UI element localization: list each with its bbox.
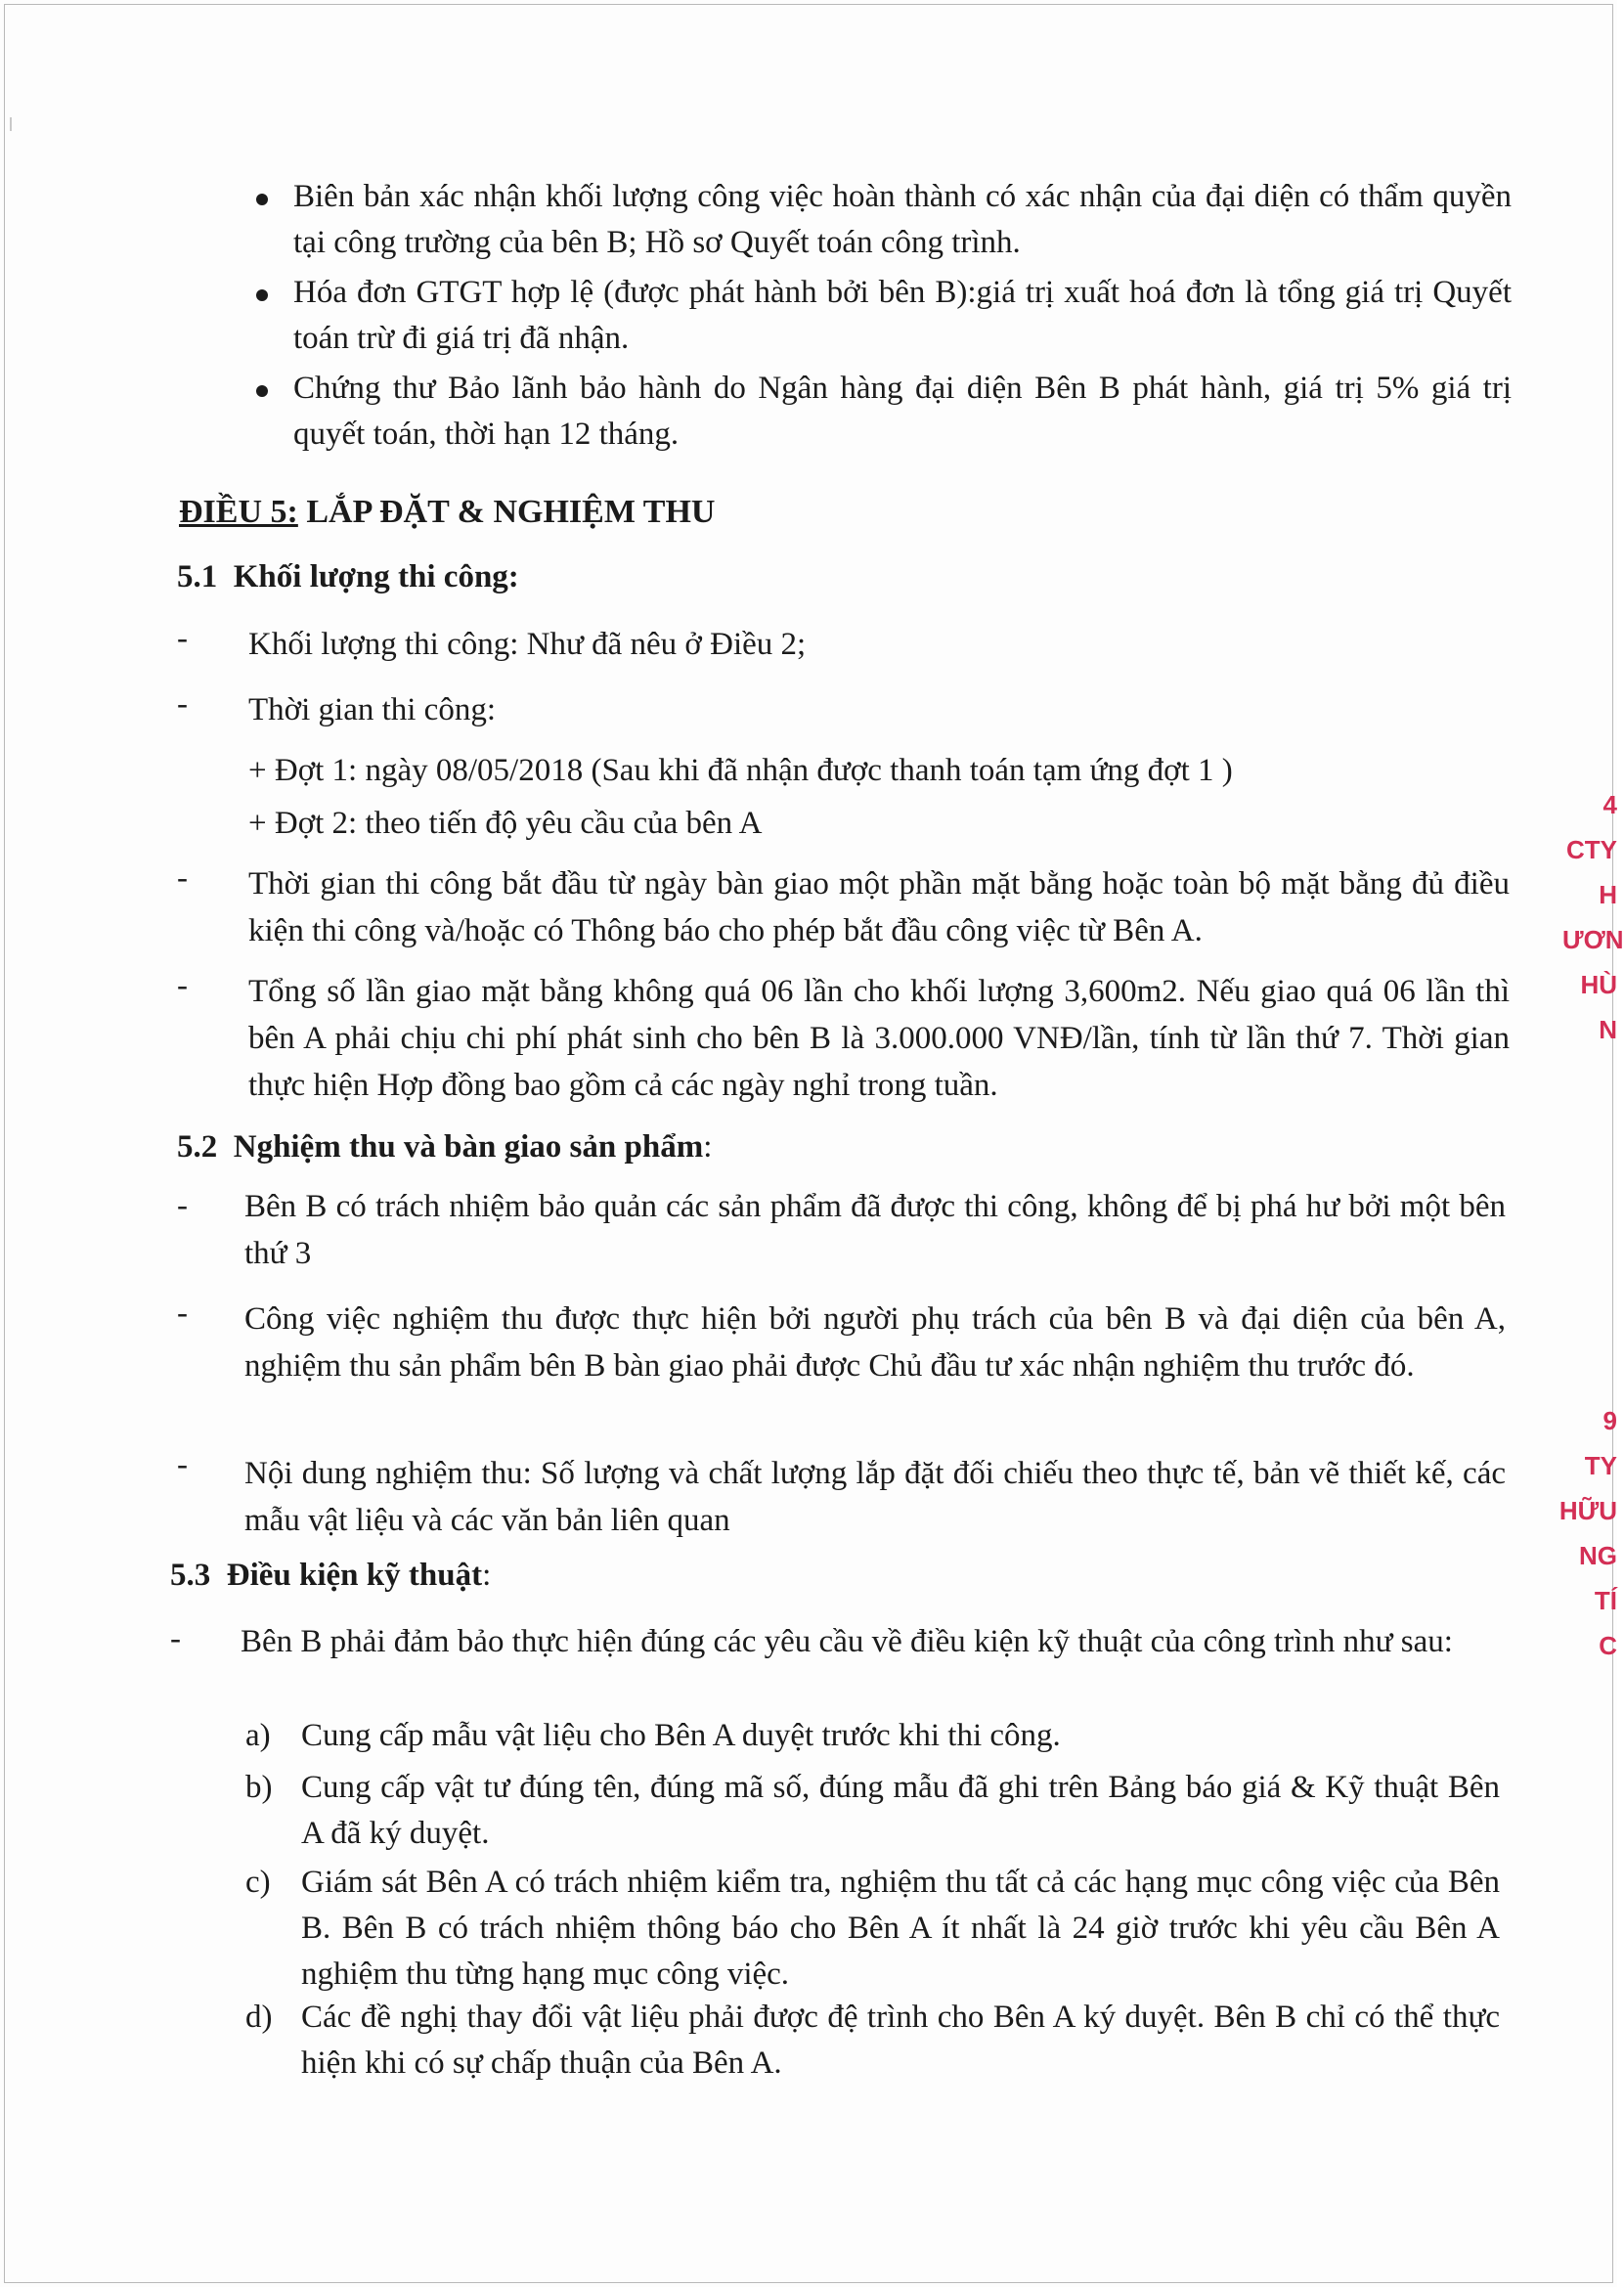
seal-text: TY — [1584, 1451, 1617, 1480]
company-seal-fragment-top — [1562, 782, 1624, 1052]
section-number: 5.3 — [170, 1558, 211, 1593]
dash-marker: - — [170, 1621, 181, 1656]
list-item: Công việc nghiệm thu được thực hiện bởi người phụ trách của bên B và đại diện của bên A, nghiệm thu sản phẩm bên B bàn giao phải được Chủ đầu tư xác nhận nghiệm thu trước đó. — [244, 1301, 1506, 1384]
bullet-text: Chứng thư Bảo lãnh bảo hành do Ngân hàng đại diện Bên B phát hành, giá trị 5% giá trị quyết toán, thời hạn 12 tháng. — [293, 371, 1512, 452]
list-item: Khối lượng thi công: Như đã nêu ở Điều 2; — [248, 627, 807, 662]
dash-marker: - — [177, 968, 188, 1003]
section-number: 5.1 — [177, 559, 218, 594]
section-colon: : — [703, 1129, 713, 1165]
phase-line: + Đợt 1: ngày 08/05/2018 (Sau khi đã nhận được thanh toán tạm ứng đợt 1 ) — [248, 753, 1233, 788]
dash-marker: - — [177, 1296, 188, 1331]
item-label: b) — [245, 1770, 273, 1805]
company-seal-fragment-bottom — [1558, 1398, 1617, 1668]
seal-text: N — [1599, 1015, 1617, 1044]
dash-marker: - — [177, 1447, 188, 1482]
section-title: Khối lượng thi công: — [233, 559, 519, 594]
dash-marker: - — [177, 686, 188, 722]
seal-text: CTY — [1566, 835, 1617, 864]
section-5-3-heading — [170, 1553, 491, 1599]
bullet-icon — [256, 385, 268, 397]
seal-text: H — [1599, 880, 1617, 909]
bullet-item — [293, 270, 1512, 362]
article-heading — [179, 494, 715, 531]
section-title: Điều kiện kỹ thuật — [226, 1558, 483, 1593]
list-item: Bên B phải đảm bảo thực hiện đúng các yêu cầu về điều kiện kỹ thuật của công trình như sau: — [241, 1624, 1453, 1659]
bullet-text: Biên bản xác nhận khối lượng công việc hoàn thành có xác nhận của đại diện có thẩm quyền tại công trường của bên B; Hồ sơ Quyết toán công trình. — [293, 179, 1512, 260]
seal-text: HÙ — [1580, 970, 1617, 999]
seal-text: C — [1599, 1631, 1617, 1660]
list-item: Bên B có trách nhiệm bảo quản các sản phẩm đã được thi công, không để bị phá hư bởi một bên thứ 3 — [244, 1189, 1506, 1271]
bullet-list — [293, 174, 1512, 462]
seal-text: ƯƠN — [1562, 925, 1624, 954]
article-label: ĐIỀU 5: — [179, 494, 298, 530]
item-text: Cung cấp mẫu vật liệu cho Bên A duyệt trước khi thi công. — [301, 1718, 1061, 1753]
section-colon: : — [482, 1558, 492, 1593]
item-text: Các đề nghị thay đổi vật liệu phải được đệ trình cho Bên A ký duyệt. Bên B chỉ có thể thực hiện khi có sự chấp thuận của Bên A. — [301, 2000, 1500, 2081]
bullet-item — [293, 174, 1512, 266]
section-5-2-heading — [177, 1124, 712, 1170]
bullet-icon — [256, 289, 268, 301]
bullet-text: Hóa đơn GTGT hợp lệ (được phát hành bởi bên B):giá trị xuất hoá đơn là tổng giá trị Quyết toán trừ đi giá trị đã nhận. — [293, 275, 1512, 356]
list-item: Thời gian thi công bắt đầu từ ngày bàn giao một phần mặt bằng hoặc toàn bộ mặt bằng đủ điều kiện thi công và/hoặc có Thông báo cho phép bắt đầu công việc từ Bên A. — [248, 866, 1510, 948]
seal-text: HỮU — [1558, 1496, 1617, 1525]
item-text: Giám sát Bên A có trách nhiệm kiểm tra, nghiệm thu tất cả các hạng mục công việc của Bên B. Bên B có trách nhiệm thông báo cho Bên A ít nhất là 24 giờ trước khi yêu cầu Bên A nghiệm thu từng hạng mục công việc. — [301, 1865, 1500, 1992]
seal-text: TÍ — [1594, 1586, 1617, 1615]
dash-marker: - — [177, 1188, 188, 1223]
dash-marker: - — [177, 860, 188, 896]
dash-marker: - — [177, 621, 188, 656]
item-label: a) — [245, 1718, 271, 1753]
list-item: Nội dung nghiệm thu: Số lượng và chất lượng lắp đặt đối chiếu theo thực tế, bản vẽ thiết kế, các mẫu vật liệu và các văn bản liên quan — [244, 1456, 1506, 1538]
item-label: c) — [245, 1865, 271, 1900]
item-label: d) — [245, 2000, 273, 2035]
section-5-1-heading — [177, 554, 519, 600]
seal-text: 9 — [1602, 1406, 1617, 1435]
seal-text: 4 — [1602, 790, 1617, 819]
section-title: Nghiệm thu và bàn giao sản phẩm — [233, 1129, 704, 1165]
bullet-icon — [256, 194, 268, 205]
article-title: LẮP ĐẶT & NGHIỆM THU — [297, 494, 716, 530]
seal-text: NG — [1579, 1541, 1617, 1570]
scan-mark — [10, 117, 12, 131]
list-item: Tổng số lần giao mặt bằng không quá 06 lần cho khối lượng 3,600m2. Nếu giao quá 06 lần thì bên A phải chịu chi phí phát sinh cho bên B là 3.000.000 VNĐ/lần, tính từ lần thứ 7. Thời gian thực hiện Hợp đồng bao gồm cả các ngày nghỉ trong tuần. — [248, 974, 1510, 1103]
list-item: Thời gian thi công: — [248, 692, 496, 727]
bullet-item — [293, 366, 1512, 458]
phase-line: + Đợt 2: theo tiến độ yêu cầu của bên A — [248, 806, 763, 841]
section-number: 5.2 — [177, 1129, 218, 1165]
item-text: Cung cấp vật tư đúng tên, đúng mã số, đúng mẫu đã ghi trên Bảng báo giá & Kỹ thuật Bên A đã ký duyệt. — [301, 1770, 1500, 1851]
